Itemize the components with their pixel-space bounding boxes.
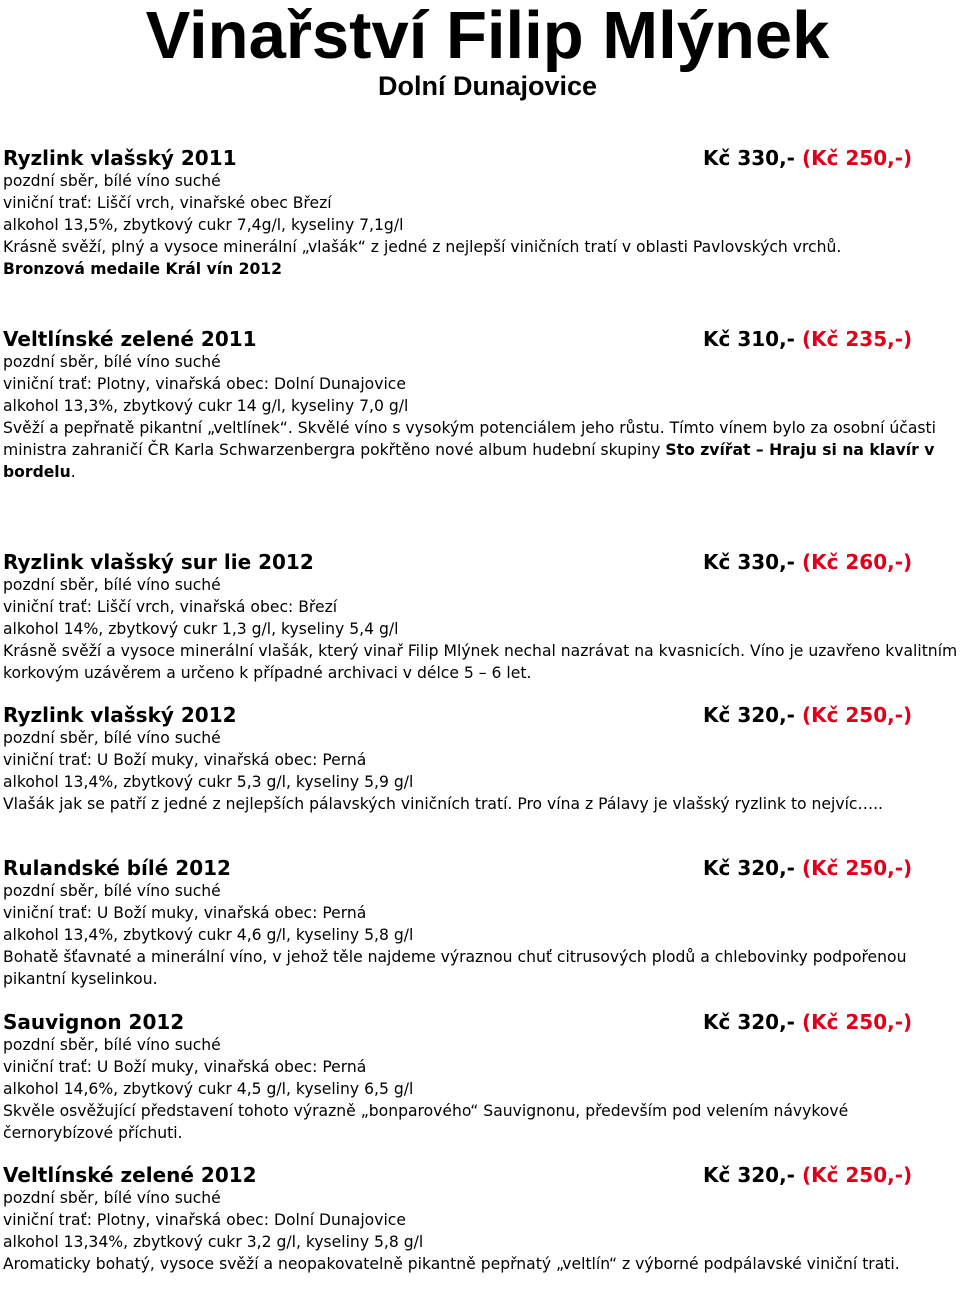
- wine-analysis: alkohol 14,6%, zbytkový cukr 4,5 g/l, kyseliny 6,5 g/l: [3, 1080, 414, 1098]
- wine-description: Skvěle osvěžující představení tohoto výrazně „bonparového“ Sauvignonu, především pod velením návykové černorybízové příchuti.: [3, 1102, 849, 1142]
- wine-vineyard: viniční trať: Plotny, vinařská obec: Dolní Dunajovice: [3, 1211, 406, 1229]
- wine-vineyard: viniční trať: Liščí vrch, vinařská obec: Březí: [3, 598, 338, 616]
- wine-item: [3, 146, 959, 280]
- wine-name: Ryzlink vlašský 2012: [3, 703, 237, 727]
- wine-description: Aromaticky bohatý, vysoce svěží a neopakovatelně pikantně pepřnatý „veltlín“ z výborné podpálavské viniční trati.: [3, 1255, 900, 1273]
- wine-header: [3, 1010, 959, 1034]
- wine-name: Veltlínské zelené 2012: [3, 1163, 257, 1187]
- sale-price: (Kč 250,-): [801, 1163, 913, 1187]
- wine-category: pozdní sběr, bílé víno suché: [3, 1036, 221, 1054]
- wine-item: [3, 1010, 959, 1144]
- wine-name: Ryzlink vlašský 2011: [3, 146, 237, 170]
- wine-header: [3, 1163, 959, 1187]
- wine-item: [3, 1163, 959, 1275]
- wine-vineyard: viniční trať: Liščí vrch, vinařské obec Březí: [3, 194, 332, 212]
- regular-price: Kč 320,-: [703, 1010, 795, 1034]
- sale-price: (Kč 235,-): [801, 327, 913, 351]
- wine-price: [703, 856, 912, 880]
- wine-header: [3, 703, 959, 727]
- sale-price: (Kč 250,-): [801, 703, 913, 727]
- wine-analysis: alkohol 13,34%, zbytkový cukr 3,2 g/l, kyseliny 5,8 g/l: [3, 1233, 424, 1251]
- wine-header: [3, 550, 959, 574]
- wine-category: pozdní sběr, bílé víno suché: [3, 882, 221, 900]
- wine-analysis: alkohol 14%, zbytkový cukr 1,3 g/l, kyseliny 5,4 g/l: [3, 620, 399, 638]
- wine-category: pozdní sběr, bílé víno suché: [3, 576, 221, 594]
- wine-vineyard: viniční trať: U Boží muky, vinařská obec: Perná: [3, 904, 367, 922]
- wine-category: pozdní sběr, bílé víno suché: [3, 172, 221, 190]
- sale-price: (Kč 260,-): [801, 550, 913, 574]
- wine-price: [703, 1163, 912, 1187]
- sale-price: (Kč 250,-): [801, 146, 913, 170]
- wine-name: Rulandské bílé 2012: [3, 856, 231, 880]
- description-text: Svěží a pepřnatě pikantní „veltlínek“. Skvělé víno s vysokým potenciálem jeho růstu. Tímto vínem bylo za osobní účasti ministra zahraničí ČR Karla Schwarzenbergra pokřtěno nové album hudební skupiny: [3, 419, 936, 459]
- regular-price: Kč 320,-: [703, 703, 795, 727]
- regular-price: Kč 320,-: [703, 856, 795, 880]
- wine-price: [703, 703, 912, 727]
- wine-price: [703, 327, 912, 351]
- regular-price: Kč 330,-: [703, 146, 795, 170]
- wine-category: pozdní sběr, bílé víno suché: [3, 353, 221, 371]
- wine-vineyard: viniční trať: U Boží muky, vinařská obec: Perná: [3, 751, 367, 769]
- sale-price: (Kč 250,-): [801, 856, 913, 880]
- wine-price: [703, 550, 912, 574]
- wine-description: Bohatě šťavnaté a minerální víno, v jehož těle najdeme výraznou chuť citrusových plodů a chlebovinky podpořenou pikantní kyselinkou.: [3, 948, 907, 988]
- wine-vineyard: viniční trať: Plotny, vinařská obec: Dolní Dunajovice: [3, 375, 406, 393]
- wine-analysis: alkohol 13,4%, zbytkový cukr 4,6 g/l, kyseliny 5,8 g/l: [3, 926, 414, 944]
- wine-header: [3, 146, 959, 170]
- wine-header: [3, 327, 959, 351]
- wine-description: [3, 417, 959, 483]
- page-subtitle: Dolní Dunajovice: [377, 71, 598, 101]
- wine-item: [3, 327, 959, 483]
- wine-category: pozdní sběr, bílé víno suché: [3, 1189, 221, 1207]
- wine-item: [3, 856, 959, 990]
- wine-analysis: alkohol 13,4%, zbytkový cukr 5,3 g/l, kyseliny 5,9 g/l: [3, 773, 414, 791]
- description-end: .: [70, 463, 76, 481]
- wine-analysis: alkohol 13,3%, zbytkový cukr 14 g/l, kyseliny 7,0 g/l: [3, 397, 409, 415]
- regular-price: Kč 320,-: [703, 1163, 795, 1187]
- wine-item: [3, 550, 959, 684]
- wine-item: [3, 703, 959, 815]
- wine-description: Krásně svěží a vysoce minerální vlašák, který vinař Filip Mlýnek nechal nazrávat na kvasnicích. Víno je uzavřeno kvalitním korkovým uzávěrem a určeno k případné archivaci v délce 5 – 6 let.: [3, 642, 958, 682]
- wine-price: [703, 146, 912, 170]
- wine-name: Sauvignon 2012: [3, 1010, 185, 1034]
- wine-price: [703, 1010, 912, 1034]
- page-title: Vinařství Filip Mlýnek: [145, 0, 830, 73]
- wine-description: Krásně svěží, plný a vysoce minerální „vlašák“ z jedné z nejlepší viničních tratí v oblasti Pavlovských vrchů.: [3, 238, 842, 256]
- wine-analysis: alkohol 13,5%, zbytkový cukr 7,4g/l, kyseliny 7,1g/l: [3, 216, 404, 234]
- sale-price: (Kč 250,-): [801, 1010, 913, 1034]
- wine-vineyard: viniční trať: U Boží muky, vinařská obec: Perná: [3, 1058, 367, 1076]
- regular-price: Kč 310,-: [703, 327, 795, 351]
- wine-name: Ryzlink vlašský sur lie 2012: [3, 550, 314, 574]
- wine-name: Veltlínské zelené 2011: [3, 327, 257, 351]
- regular-price: Kč 330,-: [703, 550, 795, 574]
- wine-description: Vlašák jak se patří z jedné z nejlepších pálavských viničních tratí. Pro vína z Pálavy je vlašský ryzlink to nejvíc…..: [3, 795, 884, 813]
- wine-award: Bronzová medaile Král vín 2012: [3, 260, 283, 278]
- album-title: Sto zvířat – Hraju si na klavír v bordelu: [3, 441, 935, 481]
- wine-header: [3, 856, 959, 880]
- wine-category: pozdní sběr, bílé víno suché: [3, 729, 221, 747]
